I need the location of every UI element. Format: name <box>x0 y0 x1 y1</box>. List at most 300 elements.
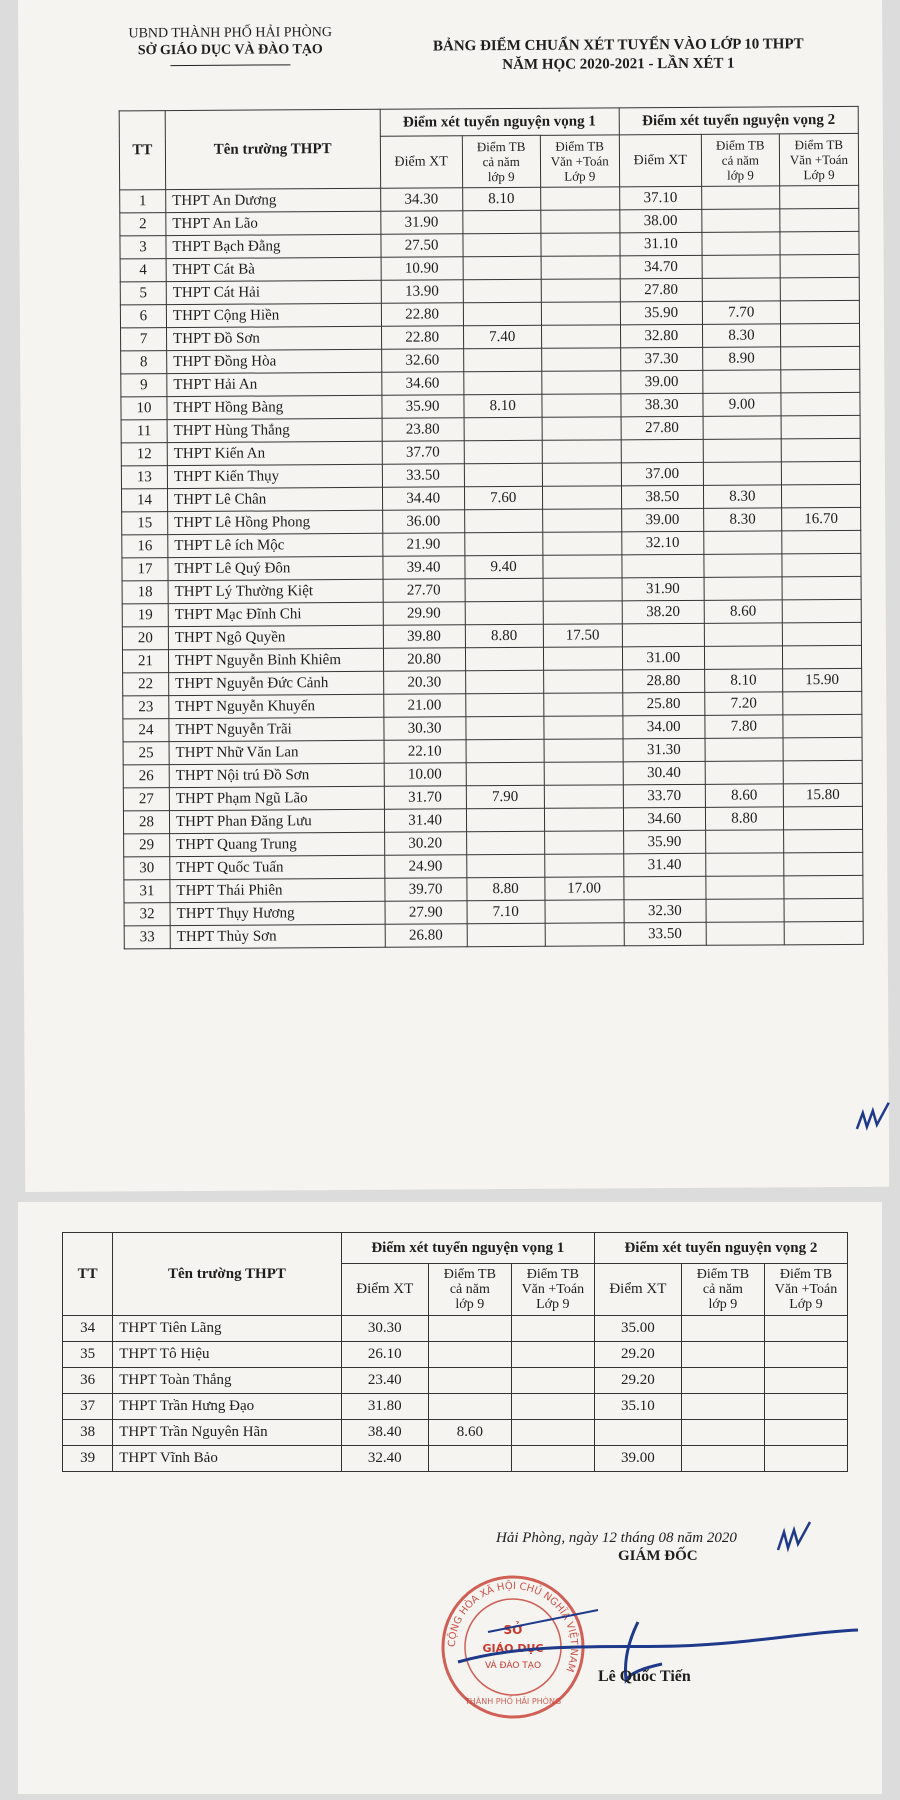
cell-tt: 9 <box>121 374 167 397</box>
cell-tt: 22 <box>123 673 169 696</box>
cell-nv2-tb <box>702 232 780 255</box>
cell-nv1-xt: 21.00 <box>383 694 465 718</box>
cell-nv2-xt: 38.20 <box>622 600 704 624</box>
cell-nv2-xt: 34.60 <box>623 807 705 831</box>
cell-nv1-vantoan: 17.50 <box>543 624 622 647</box>
cell-nv2-tb <box>681 1394 764 1420</box>
table-row <box>63 1368 848 1394</box>
cell-nv2-vantoan <box>783 806 862 829</box>
cell-nv2-tb <box>704 646 782 669</box>
cell-tt: 3 <box>120 236 166 259</box>
cell-nv2-tb <box>702 209 780 232</box>
header-nv1-tb-vantoan: Điểm TB Văn +Toán Lớp 9 <box>540 135 619 187</box>
cell-nv2-vantoan <box>764 1342 847 1368</box>
cell-nv1-tb <box>428 1368 511 1394</box>
cell-nv1-tb <box>464 440 542 463</box>
score-table-page-1 <box>119 106 864 950</box>
cell-school: THPT Kiến Thụy <box>167 464 382 488</box>
cell-tt: 16 <box>122 535 168 558</box>
cell-nv1-tb <box>465 578 543 601</box>
cell-tt: 13 <box>121 466 167 489</box>
cell-nv2-xt: 33.50 <box>624 922 706 946</box>
cell-nv1-tb <box>463 302 541 325</box>
cell-school: THPT Cát Hải <box>166 280 381 304</box>
cell-nv1-vantoan <box>541 279 620 302</box>
cell-school: THPT Phan Đăng Lưu <box>169 809 384 833</box>
cell-nv2-tb: 8.60 <box>705 784 783 807</box>
table-row <box>63 1316 848 1342</box>
svg-text:GIÁO DỤC: GIÁO DỤC <box>482 1642 544 1655</box>
cell-nv1-vantoan <box>542 440 621 463</box>
cell-nv1-xt: 22.80 <box>381 326 463 350</box>
cell-nv2-tb <box>705 761 783 784</box>
cell-nv1-vantoan <box>545 923 624 946</box>
cell-school: THPT Trần Hưng Đạo <box>113 1394 342 1420</box>
cell-school: THPT Quốc Tuấn <box>170 855 385 879</box>
cell-tt: 7 <box>121 328 167 351</box>
cell-nv1-vantoan <box>542 509 621 532</box>
cell-nv2-tb <box>702 255 780 278</box>
cell-nv1-vantoan <box>511 1420 594 1446</box>
cell-school: THPT Nguyễn Đức Cảnh <box>169 671 384 695</box>
header-nv2: Điểm xét tuyển nguyện vọng 2 <box>619 106 858 134</box>
cell-nv1-tb <box>428 1446 511 1472</box>
cell-nv2-xt: 35.90 <box>620 301 702 325</box>
cell-nv2-vantoan <box>780 277 859 300</box>
cell-tt: 39 <box>63 1446 113 1472</box>
header-nv1-xt: Điểm XT <box>341 1264 428 1316</box>
cell-nv1-vantoan <box>511 1316 594 1342</box>
cell-nv2-tb <box>681 1368 764 1394</box>
cell-nv1-tb <box>428 1394 511 1420</box>
cell-nv2-xt: 30.40 <box>623 761 705 785</box>
cell-nv2-xt: 32.80 <box>620 324 702 348</box>
cell-nv2-tb <box>681 1420 764 1446</box>
cell-nv1-xt: 26.80 <box>385 924 467 948</box>
cell-nv1-vantoan: 17.00 <box>545 877 624 900</box>
cell-nv2-vantoan <box>783 829 862 852</box>
cell-nv2-vantoan <box>781 438 860 461</box>
header-nv2-tb-year: Điểm TB cả năm lớp 9 <box>701 134 779 186</box>
cell-nv2-xt: 31.10 <box>620 232 702 256</box>
cell-nv2-vantoan <box>783 714 862 737</box>
cell-school: THPT Nguyễn Trãi <box>169 717 384 741</box>
cell-nv2-vantoan <box>783 760 862 783</box>
cell-nv1-xt: 22.80 <box>381 303 463 327</box>
cell-nv2-vantoan <box>780 208 859 231</box>
cell-nv2-vantoan <box>783 737 862 760</box>
cell-nv1-vantoan <box>542 463 621 486</box>
cell-nv2-vantoan <box>784 875 863 898</box>
header-nv1-tb-year: Điểm TB cả năm lớp 9 <box>428 1264 511 1316</box>
cell-nv1-vantoan <box>511 1394 594 1420</box>
cell-tt: 12 <box>121 443 167 466</box>
cell-nv2-tb: 8.60 <box>704 600 782 623</box>
cell-tt: 24 <box>123 719 169 742</box>
cell-nv1-tb: 8.60 <box>428 1420 511 1446</box>
cell-nv2-tb: 8.30 <box>702 324 780 347</box>
cell-nv2-vantoan <box>780 185 859 208</box>
cell-nv1-tb <box>466 716 544 739</box>
cell-nv1-vantoan <box>542 532 621 555</box>
cell-tt: 14 <box>121 489 167 512</box>
cell-nv1-vantoan <box>541 302 620 325</box>
cell-nv2-tb: 8.90 <box>702 347 780 370</box>
cell-nv2-vantoan <box>781 461 860 484</box>
cell-school: THPT Bạch Đằng <box>166 234 381 258</box>
cell-nv1-xt: 24.90 <box>384 855 466 879</box>
cell-nv1-xt: 10.00 <box>384 763 466 787</box>
cell-tt: 36 <box>63 1368 113 1394</box>
signer-name: Lê Quốc Tiến <box>598 1668 691 1685</box>
cell-school: THPT Cộng Hiền <box>166 303 381 327</box>
authority-name: UBND THÀNH PHỐ HẢI PHÒNG <box>128 25 333 42</box>
cell-nv2-vantoan <box>782 645 861 668</box>
cell-nv1-tb <box>465 693 543 716</box>
cell-nv1-xt: 29.90 <box>383 602 465 626</box>
document-title <box>358 35 878 76</box>
title-line-1: BẢNG ĐIỂM CHUẨN XÉT TUYỂN VÀO LỚP 10 THPT <box>432 36 804 55</box>
cell-nv1-tb: 8.80 <box>467 877 545 900</box>
cell-nv2-tb: 9.00 <box>703 393 781 416</box>
cell-nv1-vantoan <box>545 900 624 923</box>
cell-nv2-xt: 31.30 <box>623 738 705 762</box>
cell-nv2-xt: 31.00 <box>622 646 704 670</box>
cell-nv1-vantoan <box>543 670 622 693</box>
cell-nv2-vantoan <box>780 300 859 323</box>
department-name: SỞ GIÁO DỤC VÀ ĐÀO TẠO <box>137 42 323 59</box>
cell-nv1-vantoan <box>544 785 623 808</box>
cell-nv1-tb <box>464 463 542 486</box>
table-header-row <box>63 1233 848 1264</box>
cell-nv2-vantoan <box>764 1368 847 1394</box>
cell-nv2-xt: 27.80 <box>621 416 703 440</box>
cell-tt: 15 <box>122 512 168 535</box>
cell-nv1-tb <box>463 348 541 371</box>
cell-nv2-tb <box>702 278 780 301</box>
cell-nv2-vantoan <box>781 369 860 392</box>
cell-nv1-vantoan <box>541 371 620 394</box>
cell-nv1-xt: 30.30 <box>341 1316 428 1342</box>
cell-tt: 19 <box>122 604 168 627</box>
cell-school: THPT Toàn Thắng <box>113 1368 342 1394</box>
header-nv1-tb-vantoan: Điểm TB Văn +Toán Lớp 9 <box>511 1264 594 1316</box>
cell-school: THPT An Dương <box>166 188 381 212</box>
cell-nv2-vantoan <box>783 691 862 714</box>
cell-tt: 33 <box>124 926 170 949</box>
cell-nv2-tb <box>706 853 784 876</box>
cell-nv1-tb <box>464 532 542 555</box>
cell-nv2-xt: 29.20 <box>594 1342 681 1368</box>
cell-nv2-tb: 7.20 <box>705 692 783 715</box>
cell-nv2-xt: 38.50 <box>621 485 703 509</box>
cell-nv2-vantoan <box>780 323 859 346</box>
cell-nv2-vantoan <box>764 1316 847 1342</box>
document-page-1 <box>18 0 889 1192</box>
header-tt: TT <box>119 111 165 190</box>
cell-nv1-tb: 8.10 <box>464 394 542 417</box>
cell-nv2-xt <box>622 623 704 647</box>
cell-nv2-xt: 37.10 <box>619 186 701 210</box>
cell-nv1-tb: 7.60 <box>464 486 542 509</box>
cell-nv1-xt: 27.90 <box>385 901 467 925</box>
cell-school: THPT Vĩnh Bảo <box>113 1446 342 1472</box>
cell-school: THPT Hồng Bàng <box>167 395 382 419</box>
cell-nv1-xt: 38.40 <box>341 1420 428 1446</box>
cell-school: THPT Nguyễn Bỉnh Khiêm <box>168 648 383 672</box>
cell-nv2-vantoan <box>764 1420 847 1446</box>
cell-nv1-vantoan <box>544 808 623 831</box>
cell-tt: 11 <box>121 420 167 443</box>
svg-text:THÀNH PHỐ HẢI PHÒNG: THÀNH PHỐ HẢI PHÒNG <box>464 1697 562 1706</box>
cell-nv1-tb <box>428 1316 511 1342</box>
cell-nv1-vantoan <box>542 417 621 440</box>
cell-nv2-tb <box>703 439 781 462</box>
cell-nv1-tb <box>463 371 541 394</box>
cell-nv1-xt: 20.80 <box>383 648 465 672</box>
header-tt: TT <box>63 1233 113 1316</box>
cell-school: THPT Lý Thường Kiệt <box>168 579 383 603</box>
cell-tt: 2 <box>120 213 166 236</box>
cell-nv1-tb <box>465 670 543 693</box>
cell-nv1-xt: 26.10 <box>341 1342 428 1368</box>
cell-tt: 21 <box>122 650 168 673</box>
cell-nv1-vantoan <box>511 1446 594 1472</box>
cell-nv2-xt: 28.80 <box>622 669 704 693</box>
cell-tt: 5 <box>120 282 166 305</box>
initial-signature-mark-1 <box>853 1099 893 1139</box>
cell-nv2-tb <box>703 370 781 393</box>
cell-school: THPT Ngô Quyền <box>168 625 383 649</box>
table-row <box>63 1446 848 1472</box>
cell-nv2-tb: 7.80 <box>705 715 783 738</box>
cell-nv2-tb <box>704 531 782 554</box>
signer-position: GIÁM ĐỐC <box>618 1548 698 1564</box>
header-nv2-xt: Điểm XT <box>594 1264 681 1316</box>
cell-nv1-vantoan <box>544 739 623 762</box>
cell-nv1-vantoan <box>542 486 621 509</box>
cell-nv2-xt <box>621 439 703 463</box>
header-nv1-xt: Điểm XT <box>380 136 462 189</box>
cell-tt: 38 <box>63 1420 113 1446</box>
cell-nv1-tb <box>462 210 540 233</box>
cell-nv1-tb <box>465 647 543 670</box>
cell-nv2-vantoan <box>780 231 859 254</box>
cell-nv1-tb <box>464 417 542 440</box>
cell-tt: 20 <box>122 627 168 650</box>
cell-nv2-xt: 38.30 <box>621 393 703 417</box>
cell-nv2-tb <box>703 462 781 485</box>
cell-nv1-tb <box>466 762 544 785</box>
table-row <box>63 1394 848 1420</box>
cell-nv1-xt: 36.00 <box>382 510 464 534</box>
cell-nv1-tb: 8.10 <box>462 187 540 210</box>
cell-school: THPT Hải An <box>167 372 382 396</box>
cell-nv2-tb <box>705 830 783 853</box>
cell-nv2-xt: 27.80 <box>620 278 702 302</box>
cell-school: THPT Tô Hiệu <box>113 1342 342 1368</box>
cell-nv1-tb <box>464 509 542 532</box>
cell-nv1-tb <box>466 739 544 762</box>
cell-nv1-xt: 31.80 <box>341 1394 428 1420</box>
score-table-page-2 <box>62 1232 848 1472</box>
cell-nv2-vantoan <box>784 898 863 921</box>
header-nv1-tb-year: Điểm TB cả năm lớp 9 <box>462 135 540 187</box>
cell-tt: 30 <box>124 857 170 880</box>
cell-nv2-tb: 8.10 <box>704 669 782 692</box>
cell-nv2-vantoan <box>781 392 860 415</box>
cell-nv2-tb <box>704 554 782 577</box>
cell-school: THPT Tiên Lãng <box>113 1316 342 1342</box>
cell-nv2-xt: 31.40 <box>623 853 705 877</box>
cell-tt: 4 <box>120 259 166 282</box>
cell-tt: 26 <box>123 765 169 788</box>
cell-school: THPT Quang Trung <box>170 832 385 856</box>
header-nv2-tb-vantoan: Điểm TB Văn +Toán Lớp 9 <box>779 133 858 185</box>
cell-nv1-xt: 39.70 <box>384 878 466 902</box>
cell-nv2-vantoan <box>781 484 860 507</box>
cell-nv2-tb <box>706 899 784 922</box>
cell-nv1-tb: 7.10 <box>467 900 545 923</box>
cell-school: THPT Đồ Sơn <box>166 326 381 350</box>
cell-nv1-xt: 39.40 <box>382 556 464 580</box>
table-row <box>63 1342 848 1368</box>
cell-nv1-vantoan <box>543 601 622 624</box>
cell-nv2-tb <box>704 623 782 646</box>
cell-nv1-vantoan <box>540 187 619 210</box>
cell-nv1-tb <box>466 808 544 831</box>
cell-nv1-xt: 31.70 <box>384 786 466 810</box>
cell-school: THPT Lê Quý Đôn <box>168 556 383 580</box>
cell-nv1-tb <box>428 1342 511 1368</box>
cell-nv2-vantoan <box>782 576 861 599</box>
cell-school: THPT An Lão <box>166 211 381 235</box>
cell-nv1-xt: 31.90 <box>380 211 462 235</box>
cell-nv2-tb <box>705 738 783 761</box>
svg-text:SỞ: SỞ <box>503 1623 523 1637</box>
cell-nv1-xt: 30.20 <box>384 832 466 856</box>
cell-school: THPT Lê Chân <box>167 487 382 511</box>
cell-nv2-xt: 29.20 <box>594 1368 681 1394</box>
cell-nv2-xt: 32.30 <box>624 899 706 923</box>
cell-tt: 37 <box>63 1394 113 1420</box>
cell-nv2-tb <box>706 922 784 945</box>
cell-tt: 31 <box>124 880 170 903</box>
cell-school: THPT Thái Phiên <box>170 878 385 902</box>
cell-tt: 8 <box>121 351 167 374</box>
cell-tt: 28 <box>123 811 169 834</box>
cell-nv1-vantoan <box>540 210 619 233</box>
date-line: Hải Phòng, ngày 12 tháng 08 năm 2020 <box>496 1530 737 1546</box>
cell-nv2-vantoan: 15.80 <box>783 783 862 806</box>
cell-nv2-tb: 8.80 <box>705 807 783 830</box>
header-underline <box>170 64 290 66</box>
cell-nv1-vantoan <box>543 647 622 670</box>
cell-nv2-xt: 34.00 <box>623 715 705 739</box>
cell-nv1-xt: 10.90 <box>381 257 463 281</box>
cell-nv1-vantoan <box>511 1368 594 1394</box>
cell-school: THPT Cát Bà <box>166 257 381 281</box>
header-nv1: Điểm xét tuyển nguyện vọng 1 <box>341 1233 594 1264</box>
cell-nv2-xt <box>594 1420 681 1446</box>
cell-nv2-vantoan <box>784 921 863 944</box>
cell-nv2-vantoan <box>780 254 859 277</box>
table-row <box>124 921 863 949</box>
cell-nv1-vantoan <box>543 578 622 601</box>
cell-nv1-xt: 27.70 <box>383 579 465 603</box>
cell-nv2-vantoan <box>782 553 861 576</box>
cell-nv2-vantoan: 16.70 <box>781 507 860 530</box>
cell-nv1-xt: 23.80 <box>382 418 464 442</box>
cell-nv1-tb: 7.40 <box>463 325 541 348</box>
cell-nv1-tb <box>465 601 543 624</box>
cell-nv2-tb <box>703 416 781 439</box>
header-nv2: Điểm xét tuyển nguyện vọng 2 <box>594 1233 847 1264</box>
cell-nv1-tb <box>463 233 541 256</box>
cell-school: THPT Nhữ Văn Lan <box>169 740 384 764</box>
header-nv2-tb-vantoan: Điểm TB Văn +Toán Lớp 9 <box>764 1264 847 1316</box>
cell-nv1-vantoan <box>541 233 620 256</box>
cell-nv2-vantoan <box>764 1394 847 1420</box>
cell-nv2-tb <box>681 1316 764 1342</box>
cell-nv1-xt: 23.40 <box>341 1368 428 1394</box>
cell-nv1-xt: 20.30 <box>383 671 465 695</box>
cell-nv2-xt: 35.10 <box>594 1394 681 1420</box>
cell-nv2-tb: 8.30 <box>703 508 781 531</box>
cell-school: THPT Lê ích Mộc <box>168 533 383 557</box>
cell-nv2-vantoan <box>781 346 860 369</box>
cell-nv1-vantoan <box>541 325 620 348</box>
cell-tt: 6 <box>120 305 166 328</box>
cell-nv2-vantoan <box>784 852 863 875</box>
cell-tt: 34 <box>63 1316 113 1342</box>
cell-nv2-xt: 35.90 <box>623 830 705 854</box>
cell-nv2-vantoan: 15.90 <box>782 668 861 691</box>
cell-nv2-vantoan <box>781 415 860 438</box>
cell-tt: 17 <box>122 558 168 581</box>
initial-signature-mark-2 <box>774 1520 814 1556</box>
cell-nv1-xt: 21.90 <box>382 533 464 557</box>
cell-nv1-xt: 13.90 <box>381 280 463 304</box>
cell-nv1-xt: 37.70 <box>382 441 464 465</box>
cell-nv1-xt: 34.30 <box>380 188 462 212</box>
cell-nv2-tb <box>681 1446 764 1472</box>
cell-nv2-xt: 31.90 <box>622 577 704 601</box>
cell-nv2-vantoan <box>782 530 861 553</box>
cell-nv2-xt: 39.00 <box>594 1446 681 1472</box>
header-nv2-xt: Điểm XT <box>619 134 701 187</box>
cell-school: THPT Đồng Hòa <box>167 349 382 373</box>
cell-tt: 27 <box>123 788 169 811</box>
cell-nv2-xt <box>622 554 704 578</box>
cell-school: THPT Phạm Ngũ Lão <box>169 786 384 810</box>
cell-nv2-xt: 35.00 <box>594 1316 681 1342</box>
cell-tt: 35 <box>63 1342 113 1368</box>
cell-nv1-tb <box>467 923 545 946</box>
cell-nv1-tb: 7.90 <box>466 785 544 808</box>
cell-nv2-tb <box>706 876 784 899</box>
cell-nv2-vantoan <box>764 1446 847 1472</box>
cell-nv1-tb: 8.80 <box>465 624 543 647</box>
cell-nv1-xt: 22.10 <box>384 740 466 764</box>
cell-nv1-vantoan <box>544 716 623 739</box>
svg-text:CỘNG HÒA XÃ HỘI CHỦ NGHĨA VIỆT: CỘNG HÒA XÃ HỘI CHỦ NGHĨA VIỆT NAM <box>446 1580 580 1674</box>
cell-nv1-tb: 9.40 <box>465 555 543 578</box>
cell-nv2-xt: 37.30 <box>620 347 702 371</box>
cell-nv1-tb <box>466 854 544 877</box>
cell-nv1-xt: 31.40 <box>384 809 466 833</box>
cell-nv1-xt: 33.50 <box>382 464 464 488</box>
